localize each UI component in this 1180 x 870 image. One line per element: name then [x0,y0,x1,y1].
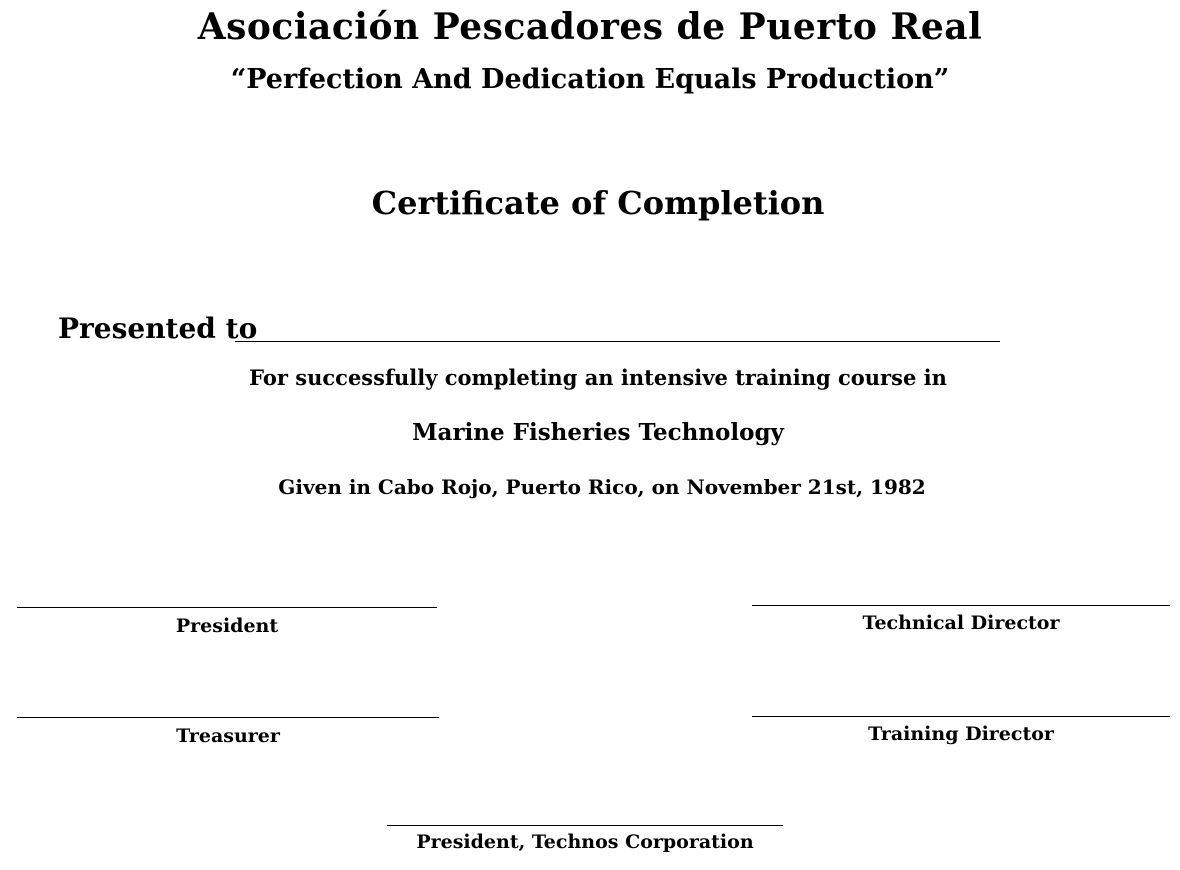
signature-label-training-director: Training Director [868,723,1054,745]
signature-label-president: President [175,615,279,637]
signature-line-treasurer [17,717,439,718]
signature-label-technos-president: President, Technos Corporation [416,831,754,853]
completion-reason: For successfully completing an intensive training course in [249,365,947,390]
signature-line-training-director [752,716,1170,717]
signature-line-technos-president [387,825,783,826]
certificate-title: Certificate of Completion [371,184,825,222]
signature-line-technical-director [752,605,1170,606]
recipient-name-line [235,341,1000,342]
given-place-date: Given in Cabo Rojo, Puerto Rico, on November 21st, 1982 [278,475,926,499]
motto: “Perfection And Dedication Equals Production” [230,64,950,95]
signature-line-president [17,607,437,608]
organization-name: Asociación Pescadores de Puerto Real [197,6,983,48]
signature-label-technical-director: Technical Director [862,612,1060,634]
presented-to-label: Presented to [58,312,258,345]
signature-label-treasurer: Treasurer [176,725,280,747]
course-name: Marine Fisheries Technology [412,419,784,446]
